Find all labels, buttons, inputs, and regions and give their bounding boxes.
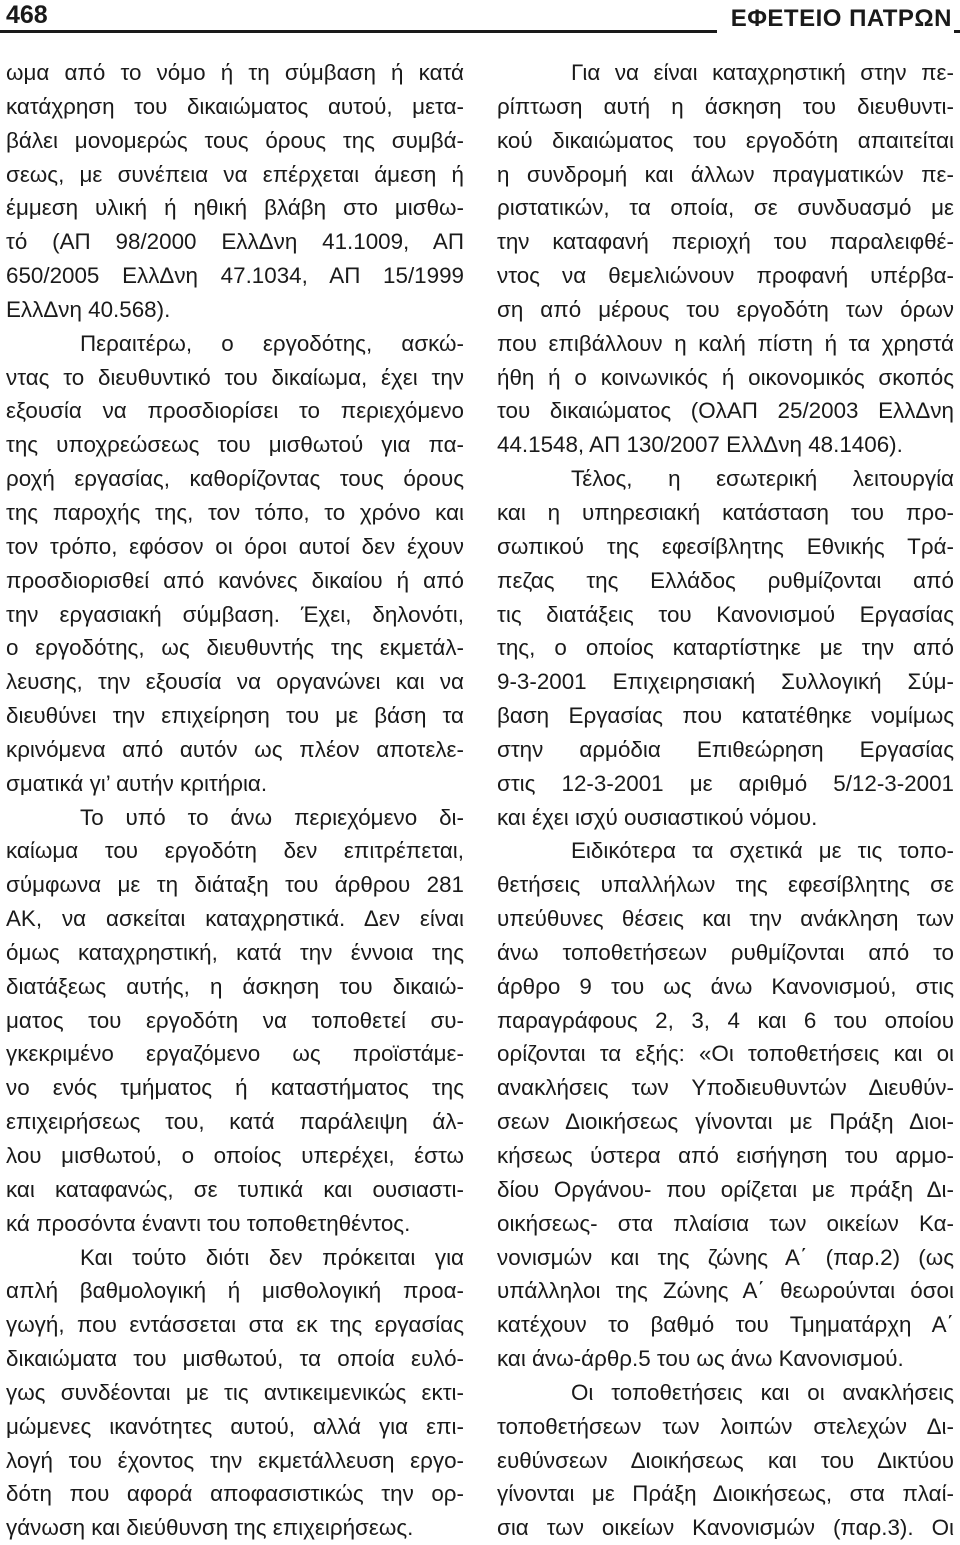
text-line: τον τρόπο, εφόσον οι όροι αυτοί δεν έχουν bbox=[6, 533, 464, 559]
text-line: ρίπτωση αυτή η άσκηση του διευθυντι- bbox=[497, 93, 954, 119]
text-line: καίωμα του εργοδότη δεν επιτρέπεται, bbox=[6, 838, 464, 864]
text-line: τοποθετήσεων των λοιπών στελεχών Δι- bbox=[497, 1413, 954, 1439]
text-line: οικήσεως- στα πλαίσια των οικείων Κα- bbox=[497, 1210, 954, 1236]
text-line: Περαιτέρω, ο εργοδότης, ασκώ- bbox=[80, 330, 464, 356]
text-line: κρινόμενα από αυτόν ως πλέον αποτελε- bbox=[6, 736, 464, 762]
text-line: στην αρμόδια Επιθεώρηση Εργασίας bbox=[497, 736, 954, 762]
right-paragraph-3 bbox=[497, 834, 954, 1376]
left-paragraph-3 bbox=[6, 801, 464, 1241]
text-line: και η υπηρεσιακή κατάσταση του προ- bbox=[497, 499, 954, 525]
left-paragraph-4 bbox=[6, 1241, 464, 1545]
text-line: γίνονται με Πράξη Διοικήσεως, στα πλαί- bbox=[497, 1481, 954, 1507]
text-line: η συνδρομή και άλλων πραγματικών πε- bbox=[497, 161, 954, 187]
text-line: σια των οικείων Κανονισμών (παρ.3). Οι bbox=[497, 1515, 954, 1541]
text-line: παραγράφους 2, 3, 4 και 6 του οποίου bbox=[497, 1007, 954, 1033]
text-line: Για να είναι καταχρηστική στην πε- bbox=[571, 60, 954, 85]
text-line: κά προσόντα έναντι του τοποθετηθέντος. bbox=[6, 1210, 411, 1236]
text-line: υπεύθυνες θέσεις και την ανάκληση των bbox=[497, 906, 954, 932]
text-line: που επιβάλλουν η καλή πίστη ή τα χρηστά bbox=[497, 330, 954, 356]
text-line: δίου Οργάνου- που ορίζεται με πράξη Δι- bbox=[497, 1176, 954, 1202]
text-line: σεων Διοικήσεως γίνονται με Πράξη Διοι- bbox=[497, 1109, 954, 1135]
text-line: Ειδικότερα τα σχετικά με τις τοπο- bbox=[571, 838, 954, 864]
text-line: ση από μέρους του εργοδότη των όρων bbox=[497, 296, 954, 322]
text-line: όμως καταχρηστική, κατά την έννοια της bbox=[6, 939, 464, 965]
journal-title: ΕΦΕΤΕΙΟ ΠΑΤΡΩΝ bbox=[717, 4, 954, 34]
text-line: και άνω-άρθρ.5 του ως άνω Κανονισμού. bbox=[497, 1346, 904, 1372]
text-line: κατάχρηση του δικαιώματος αυτού, μετα- bbox=[6, 93, 464, 119]
text-line: της παροχής της, τον τόπο, το χρόνο και bbox=[6, 499, 464, 525]
text-line: ΑΚ, να ασκείται καταχρηστικά. Δεν είναι bbox=[6, 906, 464, 932]
text-line: σεως, με συνέπεια να επέρχεται άμεση ή bbox=[6, 161, 464, 187]
text-line: μώμενες ικανότητες αυτού, αλλά για επι- bbox=[6, 1413, 464, 1439]
text-line: ανακλήσεις των Υποδιευθυντών Διευθύν- bbox=[497, 1075, 954, 1101]
text-line: λευσης, την εξουσία να οργανώνει και να bbox=[6, 669, 464, 695]
text-line: ροχή εργασίας, καθορίζοντας τους όρους bbox=[6, 466, 464, 492]
text-line: προσδιορισθεί από κανόνες δικαίου ή από bbox=[6, 567, 464, 593]
text-line: την καταφανή περιοχή του παραλειφθέ- bbox=[497, 229, 954, 255]
text-line: λου μισθωτού, ο οποίος υπερέχει, έστω bbox=[6, 1143, 464, 1168]
text-line: Οι τοποθετήσεις και οι ανακλήσεις bbox=[571, 1379, 954, 1405]
right-paragraph-1 bbox=[497, 56, 954, 462]
left-column bbox=[6, 56, 464, 1545]
text-line: έμμεση υλική ή ηθική βλάβη στο μισθω- bbox=[6, 195, 464, 221]
text-line: γάνωση και διεύθυνση της επιχειρήσεως. bbox=[6, 1515, 414, 1541]
text-line: ορίζονται τα εξής: «Οι τοποθετήσεις και οι bbox=[497, 1041, 954, 1067]
text-line: γκεκριμένο εργαζόμενο ως προϊστάμε- bbox=[6, 1041, 464, 1067]
text-line: ήθη ή ο κοινωνικός ή οικονομικός σκοπός bbox=[497, 364, 954, 390]
text-line: της υποχρεώσεως του μισθωτού για πα- bbox=[6, 432, 464, 458]
text-line: λογή του έχοντος την εκμετάλλευση εργο- bbox=[6, 1447, 464, 1473]
text-line: ντας το διευθυντικό του δικαίωμα, έχει την bbox=[6, 364, 464, 390]
left-paragraph-2 bbox=[6, 327, 464, 801]
text-line: και έχει ισχύ ουσιαστικού νόμου. bbox=[497, 804, 818, 830]
text-line: κήσεως ύστερα από εισήγηση του αρμο- bbox=[497, 1143, 954, 1168]
text-line: δότη που αφορά αποφασιστικώς την ορ- bbox=[6, 1481, 464, 1507]
text-line: βαση Εργασίας που κατατέθηκε νομίμως bbox=[497, 703, 954, 729]
text-line: νο ενός τμήματος ή καταστήματος της bbox=[6, 1075, 464, 1101]
text-line: Τέλος, η εσωτερική λειτουργία bbox=[571, 466, 954, 492]
text-line: σματικά γι’ αυτήν κριτήρια. bbox=[6, 770, 268, 796]
text-line: γως συνδέονται με τις αντικειμενικώς εκτι- bbox=[6, 1379, 464, 1405]
right-column bbox=[497, 56, 954, 1545]
text-line: του δικαιώματος (ΟλΑΠ 25/2003 ΕλλΔνη bbox=[497, 398, 954, 424]
text-line: ευθύνσεων Διοικήσεως και του Δικτύου bbox=[497, 1447, 954, 1473]
text-line: κού δικαιώματος του εργοδότη απαιτείται bbox=[497, 127, 954, 153]
text-line: άνω τοποθετήσεων ρυθμίζονται από το bbox=[497, 939, 954, 965]
text-line: Και τούτο διότι δεν πρόκειται για bbox=[80, 1244, 464, 1270]
text-line: 44.1548, ΑΠ 130/2007 ΕλλΔνη 48.1406). bbox=[497, 432, 903, 458]
left-paragraph-1 bbox=[6, 56, 464, 327]
text-line: πεζας της Ελλάδος ρυθμίζονται από bbox=[497, 567, 954, 593]
right-paragraph-4 bbox=[497, 1376, 954, 1545]
text-line: απλή βαθμολογική ή μισθολογική προα- bbox=[6, 1278, 464, 1304]
text-line: και καταφανώς, σε τυπικά και ουσιαστι- bbox=[6, 1176, 464, 1202]
text-line: εξουσία να προσδιορίσει το περιεχόμενο bbox=[6, 398, 464, 424]
right-paragraph-2 bbox=[497, 462, 954, 834]
text-line: διευθύνει την επιχείρηση του με βάση τα bbox=[6, 703, 464, 729]
text-line: 650/2005 ΕλλΔνη 47.1034, ΑΠ 15/1999 bbox=[6, 263, 464, 289]
text-line: ΕλλΔνη 40.568). bbox=[6, 296, 171, 322]
page-number: 468 bbox=[6, 2, 62, 28]
text-line: γωγή, που εντάσσεται στα εκ της εργασίας bbox=[6, 1312, 464, 1338]
page-header bbox=[0, 0, 960, 38]
text-line: κατέχουν το βαθμό του Τμηματάρχη Α΄ bbox=[497, 1312, 954, 1338]
text-line: τό (ΑΠ 98/2000 ΕλλΔνη 41.1009, ΑΠ bbox=[6, 229, 464, 255]
text-line: της, ο οποίος καταρτίστηκε με την από bbox=[497, 635, 954, 661]
text-line: 9-3-2001 Επιχειρησιακή Συλλογική Σύμ- bbox=[497, 669, 954, 695]
text-line: σύμφωνα με τη διάταξη του άρθρου 281 bbox=[6, 872, 464, 898]
text-line: ματος του εργοδότη να τοποθετεί συ- bbox=[6, 1007, 464, 1033]
text-line: ριστατικών, τα οποία, σε συνδυασμό με bbox=[497, 195, 954, 221]
text-line: ωμα από το νόμο ή τη σύμβαση ή κατά bbox=[6, 60, 464, 85]
text-line: σωπικού της εφεσίβλητης Εθνικής Τρά- bbox=[497, 533, 954, 559]
text-line: Το υπό το άνω περιεχόμενο δι- bbox=[80, 804, 464, 830]
text-line: υπάλληλοι της Ζώνης Α΄ θεωρούνται όσοι bbox=[497, 1278, 954, 1304]
text-line: άρθρο 9 του ως άνω Κανονισμού, στις bbox=[497, 973, 954, 999]
text-line: διατάξεως αυτής, η άσκηση του δικαιώ- bbox=[6, 973, 464, 999]
text-line: νονισμών και της ζώνης Α΄ (παρ.2) (ως bbox=[497, 1244, 954, 1270]
text-line: θετήσεις υπαλλήλων της εφεσίβλητης σε bbox=[497, 872, 954, 898]
text-line: βάλει μονομερώς τους όρους της συμβά- bbox=[6, 127, 464, 153]
text-line: δικαιώματα του μισθωτού, τα οποία ευλό- bbox=[6, 1346, 464, 1372]
text-line: επιχειρήσεως του, κατά παράλειψη άλ- bbox=[6, 1109, 464, 1135]
text-line: ντος να θεμελιώνουν προφανή υπέρβα- bbox=[497, 263, 954, 289]
text-line: τις διατάξεις του Κανονισμού Εργασίας bbox=[497, 601, 954, 627]
text-line: στις 12-3-2001 με αριθμό 5/12-3-2001 bbox=[497, 770, 954, 796]
text-line: την εργασιακή σύμβαση. Έχει, δηλονότι, bbox=[6, 601, 464, 627]
text-line: ο εργοδότης, ως διευθυντής της εκμετάλ- bbox=[6, 635, 464, 661]
